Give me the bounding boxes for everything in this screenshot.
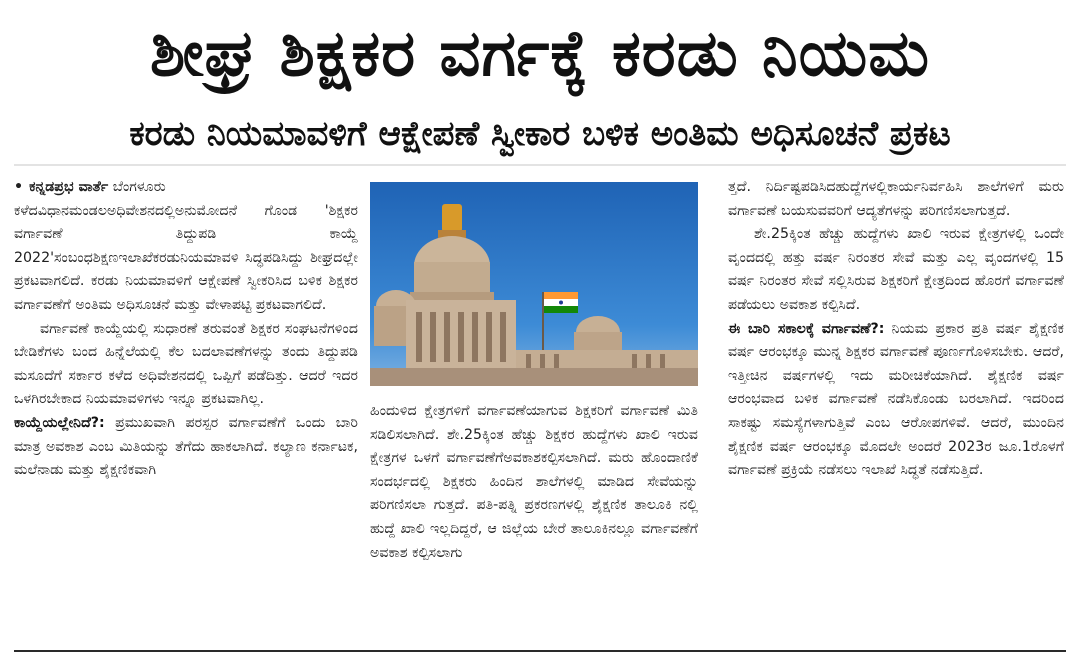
headline: ಶೀಘ್ರ ಶಿಕ್ಷಕರ ವರ್ಗಕ್ಕೆ ಕರಡು ನಿಯಮ <box>150 17 930 91</box>
paragraph: ತ್ತದೆ. ನಿರ್ದಿಷ್ಟಪಡಿಸಿದಹುದ್ದೆಗಳಲ್ಲಿಕಾರ್ಯನಿರ್ವಹಿಸಿ ಶಾಲೆಗಳಿಗೆ ಮರು ವರ್ಗಾವಣೆ ಬಯಸುವವರಿಗೆ ಆದ್ಯತೆಗಳನ್ನು ಪರಿಗಣಿಸಲಾಗುತ್ತದೆ. <box>728 179 1064 219</box>
subheadline: ಕರಡು ನಿಯಮಾವಳಿಗೆ ಆಕ್ಷೇಪಣೆ ಸ್ವೀಕಾರ ಬಳಿಕ ಅಂತಿಮ ಅಧಿಸೂಚನೆ ಪ್ರಕಟ <box>129 114 951 154</box>
paragraph-text: ಪ್ರಮುಖವಾಗಿ ಪರಸ್ಪರ ವರ್ಗಾವಣೆಗೆ ಒಂದು ಬಾರಿ ಮಾತ್ರ ಅವಕಾಶ ಎಂಬ ಮಿತಿಯನ್ನು ತೆಗೆದು ಹಾಕಲಾಗಿದೆ. ಕಲ್ಯಾಣ ಕರ್ನಾಟಕ, ಮಲೆನಾಡು ಮತ್ತು ಶೈಕ್ಷಣಿಕವಾಗಿ <box>14 414 358 479</box>
vidhana-soudha-photo <box>370 182 698 386</box>
bullet-icon: • <box>14 179 24 195</box>
paragraph: ಶೇ.25ಕ್ಕಿಂತ ಹೆಚ್ಚು ಹುದ್ದೆಗಳು ಖಾಲಿ ಇರುವ ಕ್ಷೇತ್ರಗಳಲ್ಲಿ ಒಂದೇ ವೃಂದದಲ್ಲಿ ಹತ್ತು ವರ್ಷ ನಿರಂತರ ಸೇವೆ ಮತ್ತು ಎಲ್ಲ ವೃಂದಗಳಲ್ಲಿ 15 ವರ್ಷ ನಿರಂತರ ಸೇವೆ ಸಲ್ಲಿಸಿರುವ ಶಿಕ್ಷಕರಿಗೆ ಕ್ಷೇತ್ರದಿಂದ ಹೊರಗೆ ವರ್ಗಾವಣೆ ಪಡೆಯಲು ಅವಕಾಶ ಕಲ್ಪಿಸಿದೆ. <box>728 226 1064 313</box>
top-divider <box>14 164 1066 166</box>
paragraph: ವರ್ಗಾವಣೆ ಕಾಯ್ದೆಯಲ್ಲಿ ಸುಧಾರಣೆ ತರುವಂತೆ ಶಿಕ್ಷಕರ ಸಂಘಟನೆಗಳಿಂದ ಬೇಡಿಕೆಗಳು ಬಂದ ಹಿನ್ನೆಲೆಯಲ್ಲಿ ಕೆಲ ಬದಲಾವಣೆಗಳನ್ನು ತಂದು ತಿದ್ದುಪಡಿ ಮಸೂದೆಗೆ ಸರ್ಕಾರ ಕಳೆದ ಅಧಿವೇಶನದಲ್ಲಿ ಒಪ್ಪಿಗೆ ಪಡೆದಿತ್ತು. ಆದರೆ ಇದರ ಒಳಗಿರಬೇಕಾದ ನಿಯಮಾವಳಿಗಳು ಇನ್ನೂ ಪ್ರಕಟವಾಗಿಲ್ಲ. <box>14 320 358 408</box>
dateline <box>14 176 358 200</box>
bottom-divider <box>14 650 1066 652</box>
paragraph <box>728 318 1064 483</box>
section-subhead: ಕಾಯ್ದೆಯಲ್ಲೇನಿದೆ?: <box>14 414 105 431</box>
article-column-1 <box>14 176 358 483</box>
paragraph <box>14 412 358 483</box>
paragraph: ಕಳೆದವಿಧಾನಮಂಡಲಅಧಿವೇಶನದಲ್ಲಿಅನುಮೋದನೆ ಗೊಂಡ 'ಶಿಕ್ಷಕರ ವರ್ಗಾವಣೆ ತಿದ್ದುಪಡಿ ಕಾಯ್ದೆ 2022'ಸಂಬಂಧಶಿಕ್ಷಣಇಲಾಖೆಕರಡುನಿಯಮಾವಳಿ ಸಿದ್ಧಪಡಿಸಿದ್ದು ಶೀಘ್ರದಲ್ಲೇ ಪ್ರಕಟವಾಗಲಿದೆ. ಕರಡು ನಿಯಮಾವಳಿಗೆ ಆಕ್ಷೇಪಣೆ ಸ್ವೀಕರಿಸಿದ ಬಳಿಕ ಶಿಕ್ಷಕರ ವರ್ಗಾವಣೆಗೆ ಅಂತಿಮ ಅಧಿಸೂಚನೆ ಮತ್ತು ವೇಳಾಪಟ್ಟಿ ಪ್ರಕಟವಾಗಲಿದೆ. <box>14 202 358 313</box>
article-column-2 <box>370 400 698 565</box>
paragraph: ಹಿಂದುಳಿದ ಕ್ಷೇತ್ರಗಳಿಗೆ ವರ್ಗಾವಣೆಯಾಗುವ ಶಿಕ್ಷಕರಿಗೆ ವರ್ಗಾವಣೆ ಮಿತಿ ಸಡಿಲಿಸಲಾಗಿದೆ. ಶೇ.25ಕ್ಕಿಂತ ಹೆಚ್ಚು ಶಿಕ್ಷಕರ ಹುದ್ದೆಗಳು ಖಾಲಿ ಇರುವ ಕ್ಷೇತ್ರಗಳ ಒಳಗೆ ವರ್ಗಾವಣೆಗೆಅವಕಾಶಕಲ್ಪಿಸಲಾಗಿದೆ. ಮರು ಹೊಂದಾಣಿಕೆ ಸಂದರ್ಭದಲ್ಲಿ ಶಿಕ್ಷಕರು ಹಿಂದಿನ ಶಾಲೆಗಳಲ್ಲಿ ಮಾಡಿದ ಸೇವೆಯನ್ನು ಪರಿಗಣಿಸಲಾ ಗುತ್ತದೆ. ಪತಿ-ಪತ್ನಿ ಪ್ರಕರಣಗಳಲ್ಲಿ ಶೈಕ್ಷಣಿಕ ತಾಲೂಕಿ ನಲ್ಲಿ ಹುದ್ದೆ ಖಾಲಿ ಇಲ್ಲದಿದ್ದರೆ, ಆ ಜಿಲ್ಲೆಯ ಬೇರೆ ತಾಲೂಕಿನಲ್ಲೂ ವರ್ಗಾವಣೆಗೆ ಅವಕಾಶ ಕಲ್ಪಿಸಲಾಗು <box>370 403 698 561</box>
article-column-3 <box>728 176 1064 483</box>
paragraph-text: ನಿಯಮ ಪ್ರಕಾರ ಪ್ರತಿ ವರ್ಷ ಶೈಕ್ಷಣಿಕ ವರ್ಷ ಆರಂಭಕ್ಕೂ ಮುನ್ನ ಶಿಕ್ಷಕರ ವರ್ಗಾವಣೆ ಪೂರ್ಣಗೊಳಿಸಬೇಕು. ಆದರೆ, ಇತ್ತೀಚಿನ ವರ್ಷಗಳಲ್ಲಿ ಇದು ಮರೀಚಿಕೆಯಾಗಿದೆ. ಶೈಕ್ಷಣಿಕ ವರ್ಷ ಆರಂಭವಾದ ಬಳಿಕ ವರ್ಗಾವಣೆ ನಡೆಸಿಕೊಂಡು ಬರಲಾಗಿದೆ. ಇದರಿಂದ ಸಾಕಷ್ಟು ಸಮಸ್ಯೆಗಳಾಗುತ್ತಿವೆ ಎಂಬ ಆರೋಪಗಳಿವೆ. ಆದರೆ, ಮುಂದಿನ ಶೈಕ್ಷಣಿಕ ವರ್ಷ ಆರಂಭಕ್ಕೂ ಮೊದಲೇ ಅಂದರೆ 2023ರ ಜೂ.1ರೊಳಗೆ ವರ್ಗಾವಣೆ ಪ್ರಕ್ರಿಯೆ ನಡೆಸಲು ಇಲಾಖೆ ಸಿದ್ಧತೆ ನಡೆಸುತ್ತಿದೆ. <box>728 320 1065 479</box>
dateline-source: ಕನ್ನಡಪ್ರಭ ವಾರ್ತೆ <box>29 179 109 195</box>
section-subhead: ಈ ಬಾರಿ ಸಕಾಲಕ್ಕೆ ವರ್ಗಾವಣೆ?: <box>728 320 885 337</box>
dateline-place: ಬೆಂಗಳೂರು <box>112 179 166 195</box>
